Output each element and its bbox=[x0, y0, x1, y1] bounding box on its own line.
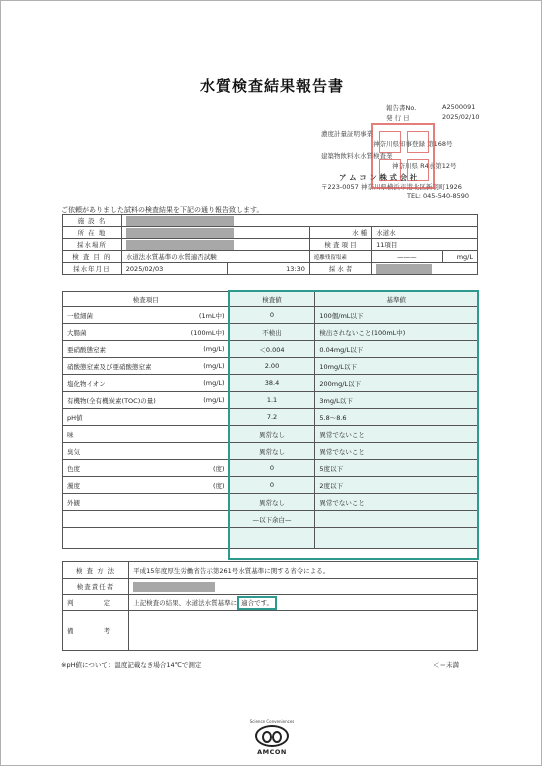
row-item: 亜硝酸態窒素 bbox=[67, 345, 106, 354]
table-row bbox=[63, 324, 478, 341]
table-row bbox=[63, 443, 478, 460]
table-row bbox=[63, 341, 478, 358]
header-test-value: 検査値 bbox=[229, 292, 315, 307]
amcon-logo bbox=[249, 719, 295, 756]
chlorine-label: 遊離残留塩素 bbox=[309, 251, 371, 263]
sampler-label: 採 水 者 bbox=[309, 263, 371, 275]
logo-emblem-icon bbox=[255, 725, 289, 747]
chlorine-unit: mg/L bbox=[442, 251, 477, 263]
row-item: 色度 bbox=[67, 464, 80, 473]
redacted-sampling-place bbox=[126, 240, 234, 250]
row-item: 硝酸態窒素及び亜硝酸態窒素 bbox=[67, 362, 152, 371]
row-standard: 200mg/L以下 bbox=[315, 375, 478, 392]
row-value-blank-marker: —以下余白— bbox=[229, 511, 315, 528]
certification-value-2: 神奈川県 R4水第12号 bbox=[392, 162, 457, 170]
test-items-value: 11項目 bbox=[372, 239, 478, 251]
results-table bbox=[62, 291, 478, 549]
redacted-sampler bbox=[376, 264, 432, 274]
chlorine-value: ——— bbox=[372, 251, 443, 263]
test-items-label: 検 査 項 目 bbox=[309, 239, 371, 251]
redacted-location bbox=[126, 228, 234, 238]
row-standard: 異常でないこと bbox=[315, 494, 478, 511]
certification-label-2: 建築物飲料水水質検査業 bbox=[321, 152, 393, 160]
responsible-value bbox=[129, 579, 478, 595]
row-item: pH値 bbox=[67, 413, 83, 422]
ph-note: ※pH値について：温度記載なき場合14℃で測定 bbox=[61, 661, 202, 669]
row-unit: (mg/L) bbox=[203, 344, 225, 353]
redacted-responsible bbox=[133, 582, 215, 592]
verdict-text: 上記検査の結果、水道法水質基準に bbox=[133, 599, 238, 607]
company-name: ア ム コ ン 株 式 会 社 bbox=[339, 173, 418, 182]
table-row bbox=[63, 494, 478, 511]
table-row bbox=[63, 409, 478, 426]
table-row bbox=[63, 375, 478, 392]
verdict-value bbox=[129, 595, 478, 611]
sampling-place-label: 採水場所 bbox=[63, 239, 122, 251]
results-header-row bbox=[63, 292, 478, 307]
row-value: 38.4 bbox=[229, 375, 315, 392]
row-value: 不検出 bbox=[229, 324, 315, 341]
facility-value bbox=[121, 215, 477, 227]
row-unit: (度) bbox=[213, 481, 225, 490]
row-standard: 100個/mL以下 bbox=[315, 307, 478, 324]
method-value: 平成15年度厚生労働省告示第261号水質基準に関する省令による。 bbox=[129, 562, 478, 579]
row-value: 0 bbox=[229, 307, 315, 324]
company-seal-stamp bbox=[371, 123, 435, 189]
row-standard: 5度以下 bbox=[315, 460, 478, 477]
location-label: 所 在 地 bbox=[63, 227, 122, 239]
responsible-label: 検査責任者 bbox=[63, 579, 129, 595]
row-standard: 5.8～8.6 bbox=[315, 409, 478, 426]
table-row bbox=[63, 307, 478, 324]
report-title: 水質検査結果報告書 bbox=[199, 77, 344, 95]
report-no-label: 報告書No. bbox=[386, 104, 417, 112]
row-standard: 3mg/L以下 bbox=[315, 392, 478, 409]
sample-info-table bbox=[62, 214, 478, 275]
table-row bbox=[63, 477, 478, 494]
row-standard: 検出されないこと(100mL中) bbox=[315, 324, 478, 341]
footer-table bbox=[62, 561, 478, 651]
row-item: 臭気 bbox=[67, 447, 80, 456]
table-row bbox=[63, 511, 478, 528]
report-no: A2500091 bbox=[442, 103, 476, 111]
sampling-date-label: 採水年月日 bbox=[63, 263, 122, 275]
row-value: 異常なし bbox=[229, 443, 315, 460]
row-standard: 異常でないこと bbox=[315, 426, 478, 443]
row-value: 0 bbox=[229, 460, 315, 477]
row-unit: (mg/L) bbox=[203, 361, 225, 370]
row-standard: 2度以下 bbox=[315, 477, 478, 494]
row-value: 異常なし bbox=[229, 494, 315, 511]
row-standard: 異常でないこと bbox=[315, 443, 478, 460]
company-address: 〒223-0057 神奈川県横浜市港北区新羽町1926 bbox=[321, 183, 462, 191]
certification-value-1: 神奈川県知事登録 第168号 bbox=[373, 140, 453, 148]
method-label: 検 査 方 法 bbox=[63, 562, 129, 579]
remarks-value bbox=[129, 611, 478, 651]
table-row bbox=[63, 460, 478, 477]
row-value: 2.00 bbox=[229, 358, 315, 375]
row-item: 外観 bbox=[67, 498, 80, 507]
row-value bbox=[229, 528, 315, 549]
facility-label: 施 設 名 bbox=[63, 215, 122, 227]
issue-date: 2025/02/10 bbox=[442, 113, 480, 121]
location-value bbox=[121, 227, 309, 239]
certification-label-1: 濃度計量証明事業 bbox=[321, 130, 373, 138]
company-tel: TEL: 045-540-8590 bbox=[407, 192, 470, 200]
logo-brand: AMCON bbox=[257, 748, 287, 756]
row-unit: (mg/L) bbox=[203, 395, 225, 404]
redacted-facility bbox=[126, 216, 234, 226]
issue-date-label: 発 行 日 bbox=[386, 114, 410, 122]
row-standard bbox=[315, 511, 478, 528]
row-item: 一般細菌 bbox=[67, 311, 93, 320]
sampling-date: 2025/02/03 bbox=[121, 263, 227, 275]
remarks-label: 備 考 bbox=[63, 611, 129, 651]
row-unit: (100mL中) bbox=[190, 328, 225, 337]
sampler-value bbox=[372, 263, 478, 275]
row-item: 有機物(全有機炭素(TOC)の量) bbox=[67, 396, 156, 405]
purpose-value: 水道法水質基準の水質適否試験 bbox=[121, 251, 309, 263]
table-row bbox=[63, 358, 478, 375]
verdict-label: 判 定 bbox=[63, 595, 129, 611]
intro-text: ご依頼がありました試料の検査結果を下記の通り報告致します。 bbox=[61, 206, 264, 214]
row-value: 0 bbox=[229, 477, 315, 494]
row-value: 1.1 bbox=[229, 392, 315, 409]
row-item: 濁度 bbox=[67, 481, 80, 490]
table-row bbox=[63, 528, 478, 549]
row-standard: 0.04mg/L以下 bbox=[315, 341, 478, 358]
row-unit: (度) bbox=[213, 464, 225, 473]
row-unit: (1mL中) bbox=[198, 311, 225, 320]
row-value: 7.2 bbox=[229, 409, 315, 426]
row-value: 異常なし bbox=[229, 426, 315, 443]
header-standard: 基準値 bbox=[315, 292, 478, 307]
less-than-note: ＜＝未満 bbox=[433, 661, 459, 669]
row-item: 塩化物イオン bbox=[67, 379, 106, 388]
purpose-label: 検 査 目 的 bbox=[63, 251, 122, 263]
row-item: 大腸菌 bbox=[67, 328, 87, 337]
sampling-place-value bbox=[121, 239, 309, 251]
water-type-value: 水道水 bbox=[372, 227, 478, 239]
table-row bbox=[63, 426, 478, 443]
verdict-highlight: 適合です。 bbox=[237, 596, 277, 610]
row-standard: 10mg/L以下 bbox=[315, 358, 478, 375]
row-unit: (mg/L) bbox=[203, 378, 225, 387]
row-value: ＜0.004 bbox=[229, 341, 315, 358]
row-standard bbox=[315, 528, 478, 549]
sampling-time: 13:30 bbox=[227, 263, 309, 275]
logo-arc-text: Science Conveniences bbox=[249, 719, 295, 724]
table-row bbox=[63, 392, 478, 409]
header-test-item: 検査項目 bbox=[63, 292, 230, 307]
water-type-label: 水 種 bbox=[309, 227, 371, 239]
row-item: 味 bbox=[67, 430, 74, 439]
